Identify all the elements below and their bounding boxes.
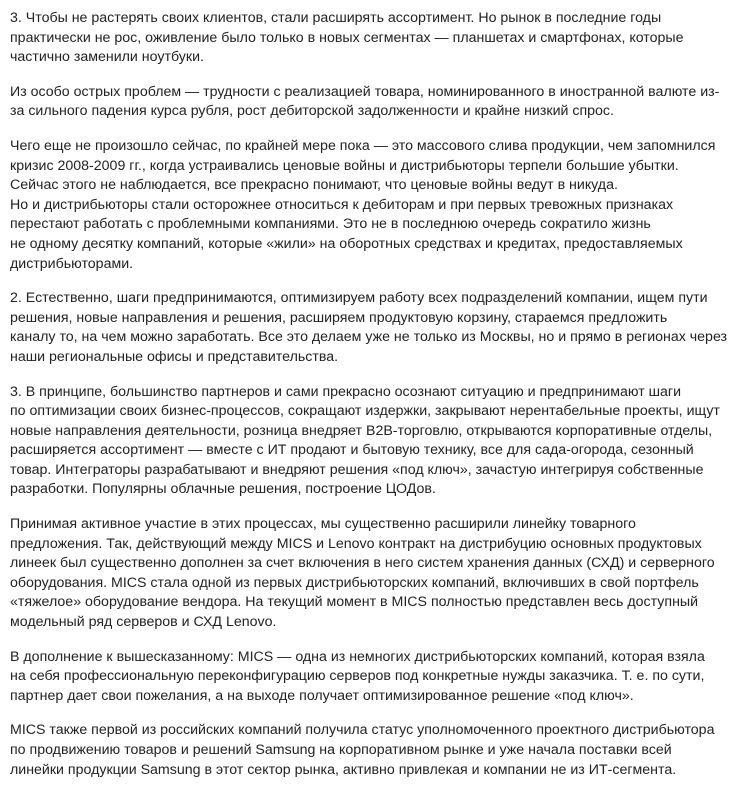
paragraph-5 xyxy=(10,383,738,501)
paragraph-line: модельный ряд серверов и СХД Lenovo. xyxy=(10,614,277,631)
paragraph-line: Но и дистрибьюторы стали осторожнее относиться к дебиторам и при первых тревожных признаках xyxy=(10,196,674,213)
paragraph-line: оборудования. MICS стала одной из первых дистрибьюторских компаний, включивших в свой портфель xyxy=(10,574,699,591)
paragraph-3 xyxy=(10,137,738,274)
paragraph-line: В дополнение к вышесказанному: MICS — одна из немногих дистрибьюторских компаний, которая взяла xyxy=(10,648,705,665)
paragraph-line: линейки продукции Samsung в этот сектор рынка, активно привлекая и компании не из ИТ-сегмента. xyxy=(10,761,677,778)
paragraph-line: не одному десятку компаний, которые «жили» на оборотных средствах и кредитах, предоставляемых xyxy=(10,235,683,252)
article-body xyxy=(10,0,738,795)
paragraph-line: частично заменили ноутбуки. xyxy=(10,49,204,66)
paragraph-line: товар. Интеграторы разрабатывают и внедряют решения «под ключ», зачастую интегрируя собственные xyxy=(10,461,704,478)
paragraph-4 xyxy=(10,289,738,367)
paragraph-line: на себя профессиональную переконфигурацию серверов под конкретные нужды заказчика. Т. е. по сути, xyxy=(10,668,705,685)
paragraph-line: по продвижению товаров и решений Samsung на корпоративном рынке и уже начала поставки всей xyxy=(10,742,672,758)
paragraph-line: Из особо острых проблем — трудности с реализацией товара, номинированного в иностранной валюте из- xyxy=(10,83,720,100)
paragraph-1 xyxy=(10,9,738,68)
paragraph-line: за сильного падения курса рубля, рост дебиторской задолженности и крайне низкий спрос. xyxy=(10,103,614,120)
paragraph-line: предложения. Так, действующий между MICS и Lenovo контракт на дистрибуцию основных продуктовых xyxy=(10,535,702,552)
paragraph-line: Чего еще не произошло сейчас, по крайней мере пока — это массового слива продукции, чем запомнился xyxy=(10,137,716,154)
paragraph-line: по оптимизации своих бизнес-процессов, сокращают издержки, закрывают нерентабельные проекты, ищут xyxy=(10,403,720,420)
paragraph-line: каналу то, на чем можно заработать. Все это делаем уже не только из Москвы, но и прямо в регионах через xyxy=(10,329,728,346)
paragraph-line: линеек был существенно дополнен за счет включения в него систем хранения данных (СХД) и серверного xyxy=(10,555,715,572)
paragraph-line: Принимая активное участие в этих процессах, мы существенно расширили линейку товарного xyxy=(10,516,636,533)
paragraph-line: практически не рос, оживление было только в новых сегментах — планшетах и смартфонах, которые xyxy=(10,29,684,46)
paragraph-clipped-top xyxy=(10,0,738,9)
paragraph-line: наши региональные офисы и представительства. xyxy=(10,348,339,365)
paragraph-line: кризис 2008-2009 гг., когда устраивались ценовые войны и дистрибьюторы терпели большие убытки. xyxy=(10,157,679,174)
paragraph-line: новые направления деятельности, розница внедряет B2B-торговлю, открываются корпоративные отделы, xyxy=(10,422,713,439)
paragraph-line: 3. В принципе, большинство партнеров и сами прекрасно осознают ситуацию и предпринимают шаги xyxy=(10,383,682,400)
paragraph-line: партнер дает свои пожелания, а на выходе получает оптимизированное решение «под ключ». xyxy=(10,687,634,704)
paragraph-line: решения, новые направления и решения, расширяем продуктовую корзину, стараемся предложить xyxy=(10,309,668,326)
paragraph-8 xyxy=(10,721,738,780)
paragraph-line: дистрибьюторами. xyxy=(10,255,134,272)
paragraph-line: расширяется ассортимент — вместе с ИТ продают и бытовую технику, все для сада-огорода, сезонный xyxy=(10,442,694,459)
paragraph-line: MICS также первой из российских компаний получила статус уполномоченного проектного дистрибьютора xyxy=(10,722,715,739)
paragraph-line: «тяжелое» оборудование вендора. На текущий момент в MICS полностью представлен весь доступный xyxy=(10,594,699,611)
paragraph-line: Сейчас этого не наблюдается, все прекрасно понимают, что ценовые войны ведут в никуда. xyxy=(10,177,618,194)
paragraph-line: разработки. Популярны облачные решения, построение ЦОДов. xyxy=(10,481,436,498)
paragraph-line: 2. Естественно, шаги предпринимаются, оптимизируем работу всех подразделений компании, ищем пути xyxy=(10,290,708,307)
paragraph-line: перестают работать с проблемными компаниями. Это не в последнюю очередь сократило жизнь xyxy=(10,216,651,233)
paragraph-6 xyxy=(10,515,738,633)
paragraph-line: 3. Чтобы не растерять своих клиентов, стали расширять ассортимент. Но рынок в последние годы xyxy=(10,10,662,26)
paragraph-2 xyxy=(10,83,738,122)
paragraph-7 xyxy=(10,648,738,707)
